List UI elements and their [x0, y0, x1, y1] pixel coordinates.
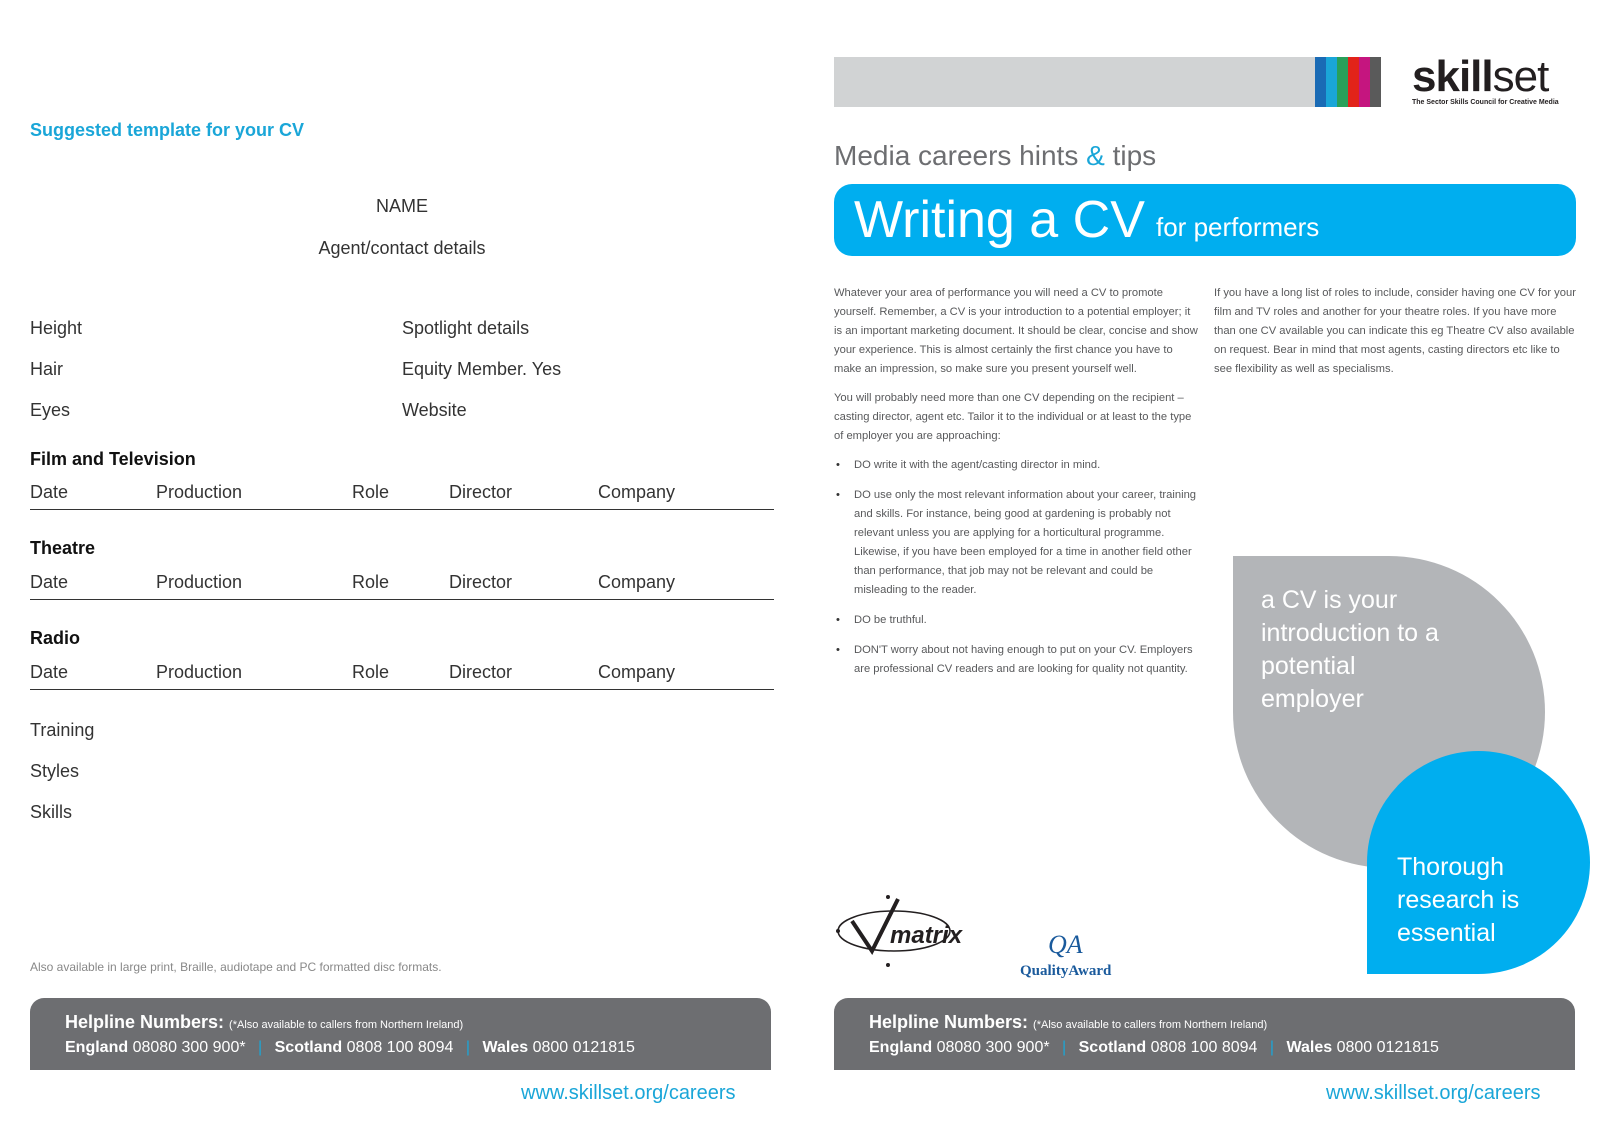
england-label: England — [65, 1039, 129, 1056]
stripe — [1359, 57, 1370, 107]
col-director: Director — [449, 482, 513, 502]
list-item: • DO write it with the agent/casting director in mind. — [834, 456, 1198, 475]
stripe — [1348, 57, 1359, 107]
col-date: Date — [30, 662, 69, 682]
qa-initials: QA — [1048, 930, 1083, 959]
hints-suffix: tips — [1112, 140, 1157, 171]
extra-styles: Styles — [30, 761, 80, 781]
wales-number: 0800 0121815 — [532, 1039, 635, 1056]
col-company: Company — [598, 662, 676, 682]
skillset-logo — [1412, 52, 1548, 102]
series-title — [834, 140, 1156, 172]
matrix-logo — [834, 893, 1004, 983]
formats-note: Also available in large print, Braille, audiotape and PC formatted disc formats. — [30, 960, 442, 974]
list-item: • DO be truthful. — [834, 611, 1198, 630]
column-header-row — [30, 572, 774, 600]
section-title-theatre: Theatre — [30, 538, 96, 558]
careers-url-link[interactable]: www.skillset.org/careers — [1326, 1082, 1541, 1104]
qa-wordmark: QualityAward — [1020, 963, 1112, 979]
quote-text: a CV is your introduction to a potential employer — [1261, 586, 1439, 713]
col-production: Production — [156, 482, 243, 502]
col-role: Role — [352, 482, 390, 502]
detail-equity: Equity Member. Yes — [402, 359, 562, 379]
extra-skills: Skills — [30, 802, 73, 822]
color-stripes — [1315, 57, 1381, 107]
paragraph: If you have a long list of roles to include, consider having one CV for your film and TV roles and another for your theatre roles. If you have more than one CV available you can indicate this eg Theatre CV also available on request. Bear in mind that most agents, casting directors etc like to see flexibility as well as specialisms. — [1214, 287, 1576, 375]
col-date: Date — [30, 572, 69, 592]
tips-list — [834, 456, 1198, 679]
matrix-wordmark: matrix — [890, 922, 963, 949]
template-title: Suggested template for your CV — [30, 120, 305, 140]
section-title-radio: Radio — [30, 628, 81, 648]
banner-subtitle: for performers — [1156, 212, 1320, 242]
col-date: Date — [30, 482, 69, 502]
detail-hair: Hair — [30, 359, 64, 379]
agent-placeholder: Agent/contact details — [318, 238, 486, 258]
logo-dot — [886, 963, 890, 967]
helpline-note: (*Also available to callers from Northern Ireland) — [229, 1019, 464, 1031]
england-number: 08080 300 900* — [936, 1039, 1050, 1056]
logo-bold: skill — [1412, 52, 1493, 101]
col-role: Role — [352, 572, 390, 592]
hints-prefix: Media careers hints — [834, 140, 1079, 171]
detail-height: Height — [30, 318, 83, 338]
careers-url-link[interactable]: www.skillset.org/careers — [521, 1082, 736, 1104]
header-bar — [834, 57, 1315, 107]
hints-amp: & — [1086, 140, 1105, 171]
stripe — [1337, 57, 1348, 107]
scotland-label: Scotland — [274, 1039, 343, 1056]
col-company: Company — [598, 572, 676, 592]
stripe — [1315, 57, 1326, 107]
title-banner — [834, 184, 1576, 256]
wales-number: 0800 0121815 — [1336, 1039, 1439, 1056]
separator: | — [1269, 1039, 1275, 1056]
col-production: Production — [156, 572, 243, 592]
scotland-label: Scotland — [1078, 1039, 1147, 1056]
detail-website: Website — [402, 400, 467, 420]
wales-label: Wales — [482, 1039, 529, 1056]
column-header-row — [30, 482, 774, 510]
list-item: • DO use only the most relevant information about your career, training and skills. For instance, being good at gardening is probably not relevant unless you are applying for a horticultural programme. Likewise, if you have been employed for a time in another field other than performance, that job may not be relevant and could be misleading to the reader. — [834, 486, 1198, 600]
helpline-note: (*Also available to callers from Northern Ireland) — [1033, 1019, 1268, 1031]
body-column-2 — [1214, 284, 1578, 389]
wales-label: Wales — [1286, 1039, 1333, 1056]
logo-dot — [886, 895, 890, 899]
paragraph: Whatever your area of performance you will need a CV to promote yourself. Remember, a CV is your introduction to a potential employer; it is an important marketing document. It should be clear, concise and show your experience. This is almost certainly the first chance you have to make an impression, so make sure you present yourself well. — [834, 287, 1198, 375]
body-column-1 — [834, 284, 1198, 690]
col-role: Role — [352, 662, 390, 682]
england-number: 08080 300 900* — [132, 1039, 246, 1056]
scotland-number: 0808 100 8094 — [1150, 1039, 1258, 1056]
separator: | — [465, 1039, 471, 1056]
logo-tagline: The Sector Skills Council for Creative Media — [1412, 99, 1559, 106]
paragraph: You will probably need more than one CV depending on the recipient – casting director, agent etc. Tailor it to the individual or at least to the type of employer you are approaching: — [834, 392, 1192, 442]
section-title-film-tv: Film and Television — [30, 449, 196, 469]
col-director: Director — [449, 662, 513, 682]
detail-eyes: Eyes — [30, 400, 71, 420]
list-item: • DON'T worry about not having enough to put on your CV. Employers are professional CV readers and are looking for quality not quantity. — [834, 641, 1198, 679]
separator: | — [258, 1039, 263, 1056]
name-placeholder: NAME — [375, 196, 428, 216]
column-header-row — [30, 662, 774, 690]
extra-training: Training — [30, 720, 95, 740]
pull-quote-blue — [1367, 751, 1590, 974]
col-production: Production — [156, 662, 243, 682]
england-label: England — [869, 1039, 933, 1056]
stripe — [1326, 57, 1337, 107]
banner-main-title: Writing a CV — [854, 191, 1145, 249]
helpline-title: Helpline Numbers: — [869, 1012, 1029, 1032]
quote-text: Thorough research is essential — [1397, 853, 1520, 947]
scotland-number: 0808 100 8094 — [346, 1039, 454, 1056]
stripe — [1370, 57, 1381, 107]
detail-spotlight: Spotlight details — [402, 318, 530, 338]
col-director: Director — [449, 572, 513, 592]
qa-award-logo — [1020, 925, 1130, 985]
logo-thin: set — [1492, 52, 1549, 101]
separator: | — [1062, 1039, 1067, 1056]
helpline-box-left — [30, 998, 771, 1070]
helpline-box-right — [834, 998, 1575, 1070]
col-company: Company — [598, 482, 676, 502]
logo-dot — [836, 929, 840, 933]
helpline-title: Helpline Numbers: — [65, 1012, 225, 1032]
